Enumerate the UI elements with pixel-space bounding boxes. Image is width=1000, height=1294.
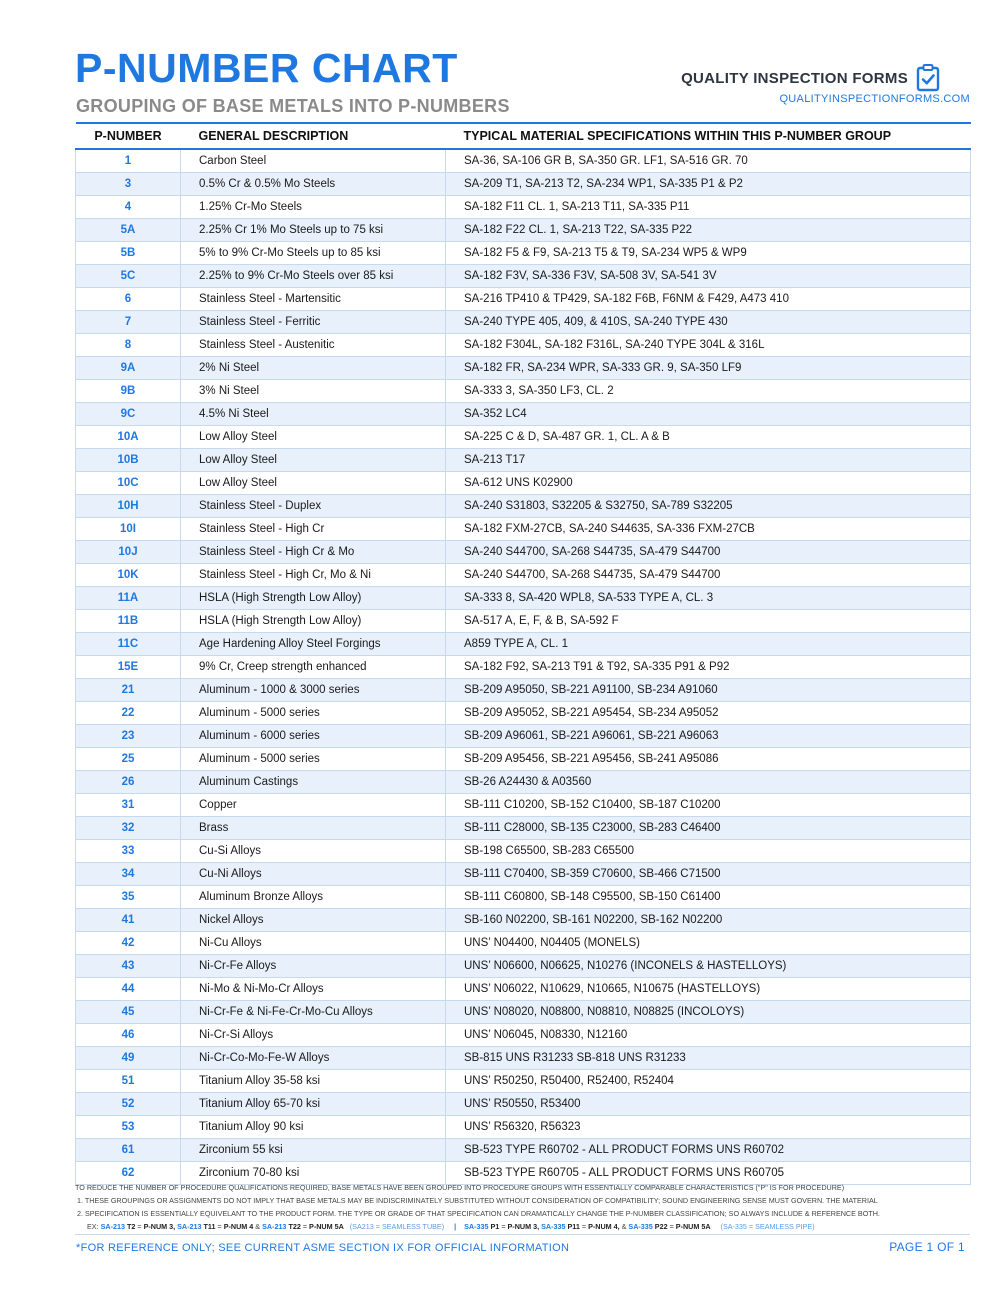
cell-description: Cu-Ni Alloys [181, 863, 446, 886]
table-row [76, 1116, 971, 1139]
table-row [76, 771, 971, 794]
cell-description: Low Alloy Steel [181, 472, 446, 495]
cell-description: 2% Ni Steel [181, 357, 446, 380]
cell-specifications: SA-216 TP410 & TP429, SA-182 F6B, F6NM & F429, A473 410 [446, 288, 971, 311]
cell-specifications: UNS’ R50550, R53400 [446, 1093, 971, 1116]
example-separator: | [454, 1222, 457, 1231]
cell-p-number: 33 [76, 840, 181, 863]
table-row [76, 794, 971, 817]
cell-description: Aluminum - 5000 series [181, 748, 446, 771]
table-row [76, 219, 971, 242]
cell-p-number: 61 [76, 1139, 181, 1162]
table-row [76, 196, 971, 219]
example-pnum: P-NUM 4, [588, 1222, 620, 1231]
cell-description: Ni-Cu Alloys [181, 932, 446, 955]
cell-description: Ni-Cr-Fe & Ni-Fe-Cr-Mo-Cu Alloys [181, 1001, 446, 1024]
table-row [76, 725, 971, 748]
table-row [76, 334, 971, 357]
notes-intro: TO REDUCE THE NUMBER OF PROCEDURE QUALIFICATIONS REQUIRED, BASE METALS HAVE BEEN GROUPED INTO PROCEDURE GROUPS WITH ESSENTIALLY COMPARABLE CHARACTERISTICS ("P" IS FOR PROCEDURE) [75, 1183, 845, 1192]
cell-specifications: UNS’ R56320, R56323 [446, 1116, 971, 1139]
cell-p-number: 10B [76, 449, 181, 472]
cell-description: HSLA (High Strength Low Alloy) [181, 587, 446, 610]
cell-description: 2.25% Cr 1% Mo Steels up to 75 ksi [181, 219, 446, 242]
example-equals: = [137, 1222, 142, 1231]
column-header-specifications: TYPICAL MATERIAL SPECIFICATIONS WITHIN THIS P-NUMBER GROUP [446, 123, 971, 149]
cell-specifications: SB-26 A24430 & A03560 [446, 771, 971, 794]
cell-description: Ni-Cr-Fe Alloys [181, 955, 446, 978]
table-row [76, 955, 971, 978]
cell-p-number: 62 [76, 1162, 181, 1185]
cell-specifications: SB-209 A95456, SB-221 A95456, SB-241 A95086 [446, 748, 971, 771]
table-row [76, 610, 971, 633]
cell-p-number: 45 [76, 1001, 181, 1024]
cell-specifications: SB-111 C10200, SB-152 C10400, SB-187 C10200 [446, 794, 971, 817]
cell-p-number: 4 [76, 196, 181, 219]
cell-p-number: 1 [76, 149, 181, 173]
example-equals: = [669, 1222, 674, 1231]
example-prefix: EX: [87, 1222, 99, 1231]
example-spec: SA-213 [100, 1222, 125, 1231]
clipboard-check-icon [916, 64, 940, 92]
table-row [76, 495, 971, 518]
example-pnum: P-NUM 4 [223, 1222, 254, 1231]
cell-description: 3% Ni Steel [181, 380, 446, 403]
cell-p-number: 5B [76, 242, 181, 265]
table-row [76, 886, 971, 909]
cell-specifications: SB-209 A95050, SB-221 A91100, SB-234 A91060 [446, 679, 971, 702]
cell-p-number: 41 [76, 909, 181, 932]
cell-description: Cu-Si Alloys [181, 840, 446, 863]
table-row [76, 633, 971, 656]
table-row [76, 518, 971, 541]
cell-description: Low Alloy Steel [181, 426, 446, 449]
table-row [76, 817, 971, 840]
cell-specifications: SA-209 T1, SA-213 T2, SA-234 WP1, SA-335 P1 & P2 [446, 173, 971, 196]
table-row [76, 1070, 971, 1093]
cell-p-number: 9B [76, 380, 181, 403]
cell-p-number: 10I [76, 518, 181, 541]
cell-p-number: 32 [76, 817, 181, 840]
table-row [76, 587, 971, 610]
example-note: (SA213 = SEAMLESS TUBE) [349, 1222, 445, 1231]
cell-description: Stainless Steel - Duplex [181, 495, 446, 518]
cell-description: 4.5% Ni Steel [181, 403, 446, 426]
cell-p-number: 43 [76, 955, 181, 978]
example-pnum: P-NUM 3, [143, 1222, 176, 1231]
example-equals: = [217, 1222, 222, 1231]
brand-url-link[interactable]: QUALITYINSPECTIONFORMS.COM [779, 93, 970, 105]
cell-specifications: SA-225 C & D, SA-487 GR. 1, CL. A & B [446, 426, 971, 449]
cell-p-number: 22 [76, 702, 181, 725]
table-row [76, 909, 971, 932]
cell-specifications: SB-111 C70400, SB-359 C70600, SB-466 C71500 [446, 863, 971, 886]
table-row [76, 1047, 971, 1070]
column-header-p-number: P-NUMBER [76, 123, 181, 149]
cell-specifications: SA-240 S44700, SA-268 S44735, SA-479 S44700 [446, 564, 971, 587]
cell-p-number: 52 [76, 1093, 181, 1116]
cell-p-number: 44 [76, 978, 181, 1001]
cell-specifications: SB-198 C65500, SB-283 C65500 [446, 840, 971, 863]
table-row [76, 472, 971, 495]
cell-p-number: 8 [76, 334, 181, 357]
cell-p-number: 6 [76, 288, 181, 311]
table-row [76, 656, 971, 679]
example-note: (SA-335 = SEAMLESS PIPE) [720, 1222, 815, 1231]
cell-specifications: SB-111 C60800, SB-148 C95500, SB-150 C61400 [446, 886, 971, 909]
cell-p-number: 42 [76, 932, 181, 955]
brand [681, 64, 940, 92]
cell-description: 0.5% Cr & 0.5% Mo Steels [181, 173, 446, 196]
cell-specifications: A859 TYPE A, CL. 1 [446, 633, 971, 656]
cell-description: Stainless Steel - High Cr [181, 518, 446, 541]
cell-description: Titanium Alloy 65-70 ksi [181, 1093, 446, 1116]
page-number: PAGE 1 OF 1 [889, 1240, 965, 1254]
cell-specifications: SA-182 F92, SA-213 T91 & T92, SA-335 P91 & P92 [446, 656, 971, 679]
cell-description: Aluminum - 1000 & 3000 series [181, 679, 446, 702]
cell-description: Age Hardening Alloy Steel Forgings [181, 633, 446, 656]
cell-p-number: 35 [76, 886, 181, 909]
cell-p-number: 10K [76, 564, 181, 587]
cell-specifications: SA-182 F3V, SA-336 F3V, SA-508 3V, SA-541 3V [446, 265, 971, 288]
example-grade: T11 [203, 1222, 216, 1231]
cell-specifications: SA-213 T17 [446, 449, 971, 472]
cell-specifications: UNS’ N06045, N08330, N12160 [446, 1024, 971, 1047]
cell-specifications: UNS’ N04400, N04405 (MONELS) [446, 932, 971, 955]
page-subtitle: GROUPING OF BASE METALS INTO P-NUMBERS [76, 96, 510, 116]
cell-p-number: 15E [76, 656, 181, 679]
cell-specifications: SB-209 A96061, SB-221 A96061, SB-221 A96063 [446, 725, 971, 748]
table-body [76, 149, 971, 1185]
cell-p-number: 10H [76, 495, 181, 518]
p-number-table [75, 122, 971, 1185]
example-grade: T22 [288, 1222, 301, 1231]
cell-description: Copper [181, 794, 446, 817]
cell-specifications: SA-182 F22 CL. 1, SA-213 T22, SA-335 P22 [446, 219, 971, 242]
table-row [76, 242, 971, 265]
cell-p-number: 11A [76, 587, 181, 610]
cell-specifications: SA-333 8, SA-420 WPL8, SA-533 TYPE A, CL. 3 [446, 587, 971, 610]
cell-description: Low Alloy Steel [181, 449, 446, 472]
cell-description: Stainless Steel - High Cr & Mo [181, 541, 446, 564]
cell-p-number: 11C [76, 633, 181, 656]
cell-specifications: SA-612 UNS K02900 [446, 472, 971, 495]
cell-specifications: SB-523 TYPE R60705 - ALL PRODUCT FORMS UNS R60705 [446, 1162, 971, 1185]
example-pnum: P-NUM 3, [507, 1222, 540, 1231]
cell-specifications: UNS’ N06022, N10629, N10665, N10675 (HASTELLOYS) [446, 978, 971, 1001]
table-row [76, 1001, 971, 1024]
column-header-description: GENERAL DESCRIPTION [181, 123, 446, 149]
cell-p-number: 46 [76, 1024, 181, 1047]
cell-specifications: UNS’ R50250, R50400, R52400, R52404 [446, 1070, 971, 1093]
example-spec: SA-213 [177, 1222, 202, 1231]
cell-specifications: SA-240 S44700, SA-268 S44735, SA-479 S44700 [446, 541, 971, 564]
example-ampersand: & [621, 1222, 627, 1231]
cell-specifications: SA-182 FR, SA-234 WPR, SA-333 GR. 9, SA-350 LF9 [446, 357, 971, 380]
example-pnum: P-NUM 5A [309, 1222, 344, 1231]
cell-description: Aluminum Castings [181, 771, 446, 794]
cell-description: HSLA (High Strength Low Alloy) [181, 610, 446, 633]
cell-description: Stainless Steel - Ferritic [181, 311, 446, 334]
table-row [76, 149, 971, 173]
brand-name: QUALITY INSPECTION FORMS [681, 69, 908, 87]
note-1: 1. THESE GROUPINGS OR ASSIGNMENTS DO NOT IMPLY THAT BASE METALS MAY BE INDISCRIMINATELY SUBSTITUTED WITHOUT CONSIDERATION OF COMPATIBILITY; SOUND ENGINEERING SENSE MUST GOVERN. THE MATERIAL [77, 1196, 878, 1205]
example-equals: = [581, 1222, 587, 1231]
cell-description: Stainless Steel - Martensitic [181, 288, 446, 311]
cell-specifications: SA-240 TYPE 405, 409, & 410S, SA-240 TYPE 430 [446, 311, 971, 334]
table-row [76, 357, 971, 380]
cell-description: Aluminum Bronze Alloys [181, 886, 446, 909]
cell-p-number: 53 [76, 1116, 181, 1139]
cell-p-number: 26 [76, 771, 181, 794]
cell-specifications: SA-333 3, SA-350 LF3, CL. 2 [446, 380, 971, 403]
note-2: 2. SPECIFICATION IS ESSENTIALLY EQUIVELANT TO THE PRODUCT FORM. THE TYPE OR GRADE OF THAT SPECIFICATION CAN DRAMATICALLY CHANGE THE P-NUMBER CLASSIFICATION; SO ALWAYS INCLUDE & REFERENCE BOTH. [77, 1209, 880, 1218]
example-grade: P1 [490, 1222, 500, 1231]
example-equals: = [501, 1222, 506, 1231]
page-title: P-NUMBER CHART [75, 45, 458, 91]
table-row [76, 426, 971, 449]
cell-description: Stainless Steel - Austenitic [181, 334, 446, 357]
table-row [76, 840, 971, 863]
cell-p-number: 25 [76, 748, 181, 771]
cell-description: Aluminum - 6000 series [181, 725, 446, 748]
cell-specifications: SA-36, SA-106 GR B, SA-350 GR. LF1, SA-516 GR. 70 [446, 149, 971, 173]
cell-p-number: 10J [76, 541, 181, 564]
cell-description: Aluminum - 5000 series [181, 702, 446, 725]
table-row [76, 978, 971, 1001]
cell-description: Zirconium 55 ksi [181, 1139, 446, 1162]
cell-specifications: SA-182 F5 & F9, SA-213 T5 & T9, SA-234 WP5 & WP9 [446, 242, 971, 265]
table-row [76, 449, 971, 472]
table-row [76, 288, 971, 311]
cell-p-number: 51 [76, 1070, 181, 1093]
cell-p-number: 34 [76, 863, 181, 886]
cell-specifications: UNS’ N06600, N06625, N10276 (INCONELS & HASTELLOYS) [446, 955, 971, 978]
table-row [76, 932, 971, 955]
cell-p-number: 10A [76, 426, 181, 449]
table-row [76, 748, 971, 771]
cell-description: 2.25% to 9% Cr-Mo Steels over 85 ksi [181, 265, 446, 288]
cell-p-number: 5C [76, 265, 181, 288]
cell-specifications: SA-182 F304L, SA-182 F316L, SA-240 TYPE 304L & 316L [446, 334, 971, 357]
cell-p-number: 23 [76, 725, 181, 748]
cell-p-number: 5A [76, 219, 181, 242]
cell-description: Titanium Alloy 90 ksi [181, 1116, 446, 1139]
cell-description: Nickel Alloys [181, 909, 446, 932]
cell-description: Carbon Steel [181, 149, 446, 173]
cell-specifications: SA-517 A, E, F, & B, SA-592 F [446, 610, 971, 633]
table-row [76, 403, 971, 426]
example-equals: = [302, 1222, 308, 1231]
cell-description: Titanium Alloy 35-58 ksi [181, 1070, 446, 1093]
table-row [76, 679, 971, 702]
example-ampersand: & [255, 1222, 261, 1231]
cell-description: Brass [181, 817, 446, 840]
example-grade: P11 [567, 1222, 580, 1231]
cell-description: Stainless Steel - High Cr, Mo & Ni [181, 564, 446, 587]
cell-p-number: 21 [76, 679, 181, 702]
table-row [76, 265, 971, 288]
table-row [76, 863, 971, 886]
example-spec: SA-335 [541, 1222, 566, 1231]
table-row [76, 173, 971, 196]
table-row [76, 1093, 971, 1116]
footer-disclaimer: *FOR REFERENCE ONLY; SEE CURRENT ASME SECTION IX FOR OFFICIAL INFORMATION [76, 1242, 570, 1254]
notes-example [75, 1220, 975, 1233]
table-row [76, 380, 971, 403]
cell-specifications: UNS’ N08020, N08800, N08810, N08825 (INCOLOYS) [446, 1001, 971, 1024]
cell-description: 9% Cr, Creep strength enhanced [181, 656, 446, 679]
cell-description: Ni-Cr-Si Alloys [181, 1024, 446, 1047]
cell-description: Zirconium 70-80 ksi [181, 1162, 446, 1185]
cell-specifications: SA-182 F11 CL. 1, SA-213 T11, SA-335 P11 [446, 196, 971, 219]
example-spec: SA-335 [464, 1222, 489, 1231]
example-pnum: P-NUM 5A [675, 1222, 711, 1231]
cell-description: 1.25% Cr-Mo Steels [181, 196, 446, 219]
cell-description: Ni-Cr-Co-Mo-Fe-W Alloys [181, 1047, 446, 1070]
cell-p-number: 3 [76, 173, 181, 196]
cell-description: 5% to 9% Cr-Mo Steels up to 85 ksi [181, 242, 446, 265]
table-row [76, 1139, 971, 1162]
footer-divider [75, 1234, 970, 1235]
cell-specifications: SB-815 UNS R31233 SB-818 UNS R31233 [446, 1047, 971, 1070]
cell-p-number: 7 [76, 311, 181, 334]
cell-specifications: SB-209 A95052, SB-221 A95454, SB-234 A95052 [446, 702, 971, 725]
cell-p-number: 10C [76, 472, 181, 495]
example-spec: SA-213 [262, 1222, 287, 1231]
cell-description: Ni-Mo & Ni-Mo-Cr Alloys [181, 978, 446, 1001]
cell-specifications: SA-182 FXM-27CB, SA-240 S44635, SA-336 FXM-27CB [446, 518, 971, 541]
example-grade: T2 [126, 1222, 136, 1231]
table-header-row [76, 123, 971, 149]
example-grade: P22 [654, 1222, 668, 1231]
cell-p-number: 11B [76, 610, 181, 633]
cell-p-number: 49 [76, 1047, 181, 1070]
cell-specifications: SB-111 C28000, SB-135 C23000, SB-283 C46400 [446, 817, 971, 840]
example-spec: SA-335 [628, 1222, 653, 1231]
notes [75, 1181, 975, 1233]
table-row [76, 541, 971, 564]
table-row [76, 311, 971, 334]
cell-specifications: SB-160 N02200, SB-161 N02200, SB-162 N02200 [446, 909, 971, 932]
cell-specifications: SB-523 TYPE R60702 - ALL PRODUCT FORMS UNS R60702 [446, 1139, 971, 1162]
table-row [76, 564, 971, 587]
cell-p-number: 9A [76, 357, 181, 380]
cell-p-number: 31 [76, 794, 181, 817]
cell-p-number: 9C [76, 403, 181, 426]
cell-specifications: SA-240 S31803, S32205 & S32750, SA-789 S32205 [446, 495, 971, 518]
table-row [76, 1024, 971, 1047]
table-row [76, 702, 971, 725]
cell-specifications: SA-352 LC4 [446, 403, 971, 426]
